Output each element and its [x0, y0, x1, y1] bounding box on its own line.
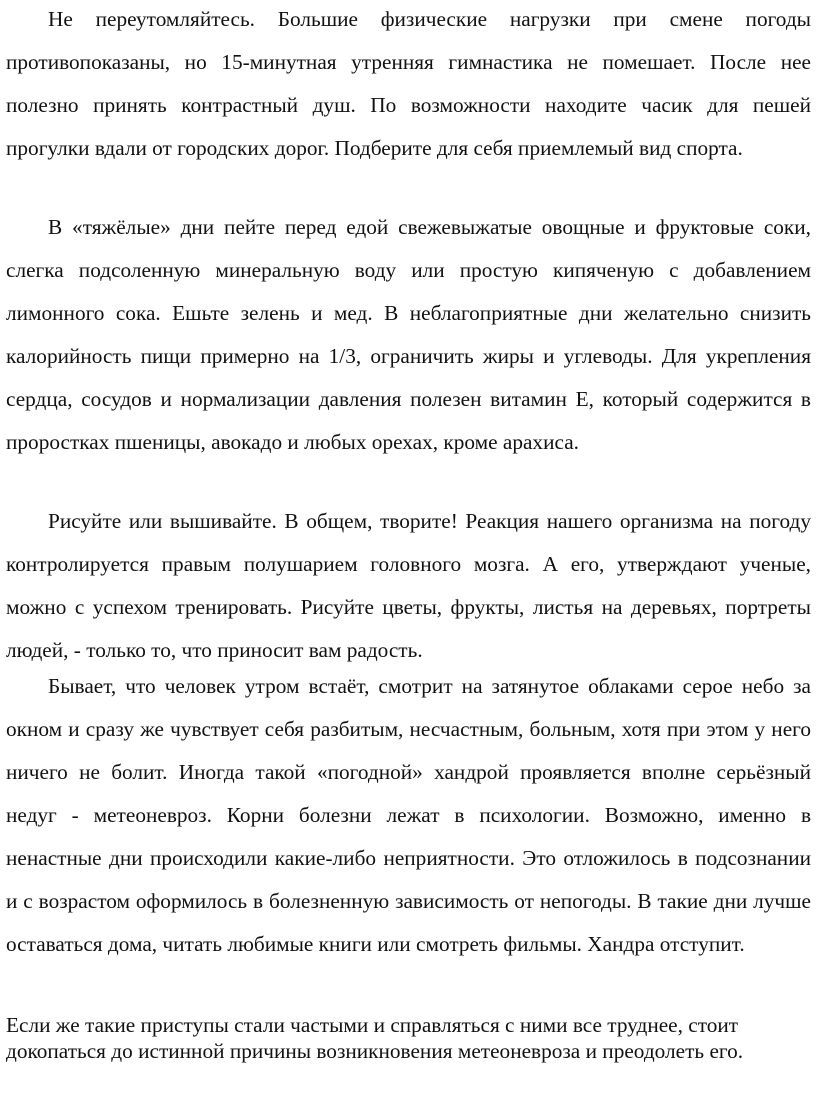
paragraph-4: Бывает, что человек утром встаёт, смотрит на затянутое облаками серое небо за окном и сразу же чувствует себя разбитым, несчастным, больным, хотя при этом у него ничего не болит. Иногда такой «погодной» хандрой проявляется вполне серьёзный недуг - метеоневроз. Корни болезни лежат в психологии. Возможно, именно в ненастные дни происходили какие-либо неприятности. Это отложилось в подсознании и с возрастом оформилось в болезненную зависимость от непогоды. В такие дни лучше оставаться дома, читать любимые книги или смотреть фильмы. Хандра отступит. — [6, 674, 811, 956]
paragraph-1: Не переутомляйтесь. Большие физические нагрузки при смене погоды противопоказаны, но 15-минутная утренняя гимнастика не помешает. После нее полезно принять контрастный душ. По возможности находите часик для пешей прогулки вдали от городских дорог. Подберите для себя приемлемый вид спорта. — [6, 7, 811, 160]
paragraph-3: Рисуйте или вышивайте. В общем, творите! Реакция нашего организма на погоду контролируется правым полушарием головного мозга. А его, утверждают ученые, можно с успехом тренировать. Рисуйте цветы, фрукты, листья на деревьях, портреты людей, - только то, что приносит вам радость. — [6, 509, 811, 662]
closing-paragraph: Если же такие приступы стали частыми и справляться с ними все труднее, стоит докопаться до истинной причины возникновения метеоневроза и преодолеть его. — [6, 1013, 744, 1063]
paragraph-2: В «тяжёлые» дни пейте перед едой свежевыжатые овощные и фруктовые соки, слегка подсоленную минеральную воду или простую кипяченую с добавлением лимонного сока. Ешьте зелень и мед. В неблагоприятные дни желательно снизить калорийность пищи примерно на 1/3, ограничить жиры и углеводы. Для укрепления сердца, сосудов и нормализации давления полезен витамин Е, который содержится в проростках пшеницы, авокадо и любых орехах, кроме арахиса. — [6, 215, 811, 454]
